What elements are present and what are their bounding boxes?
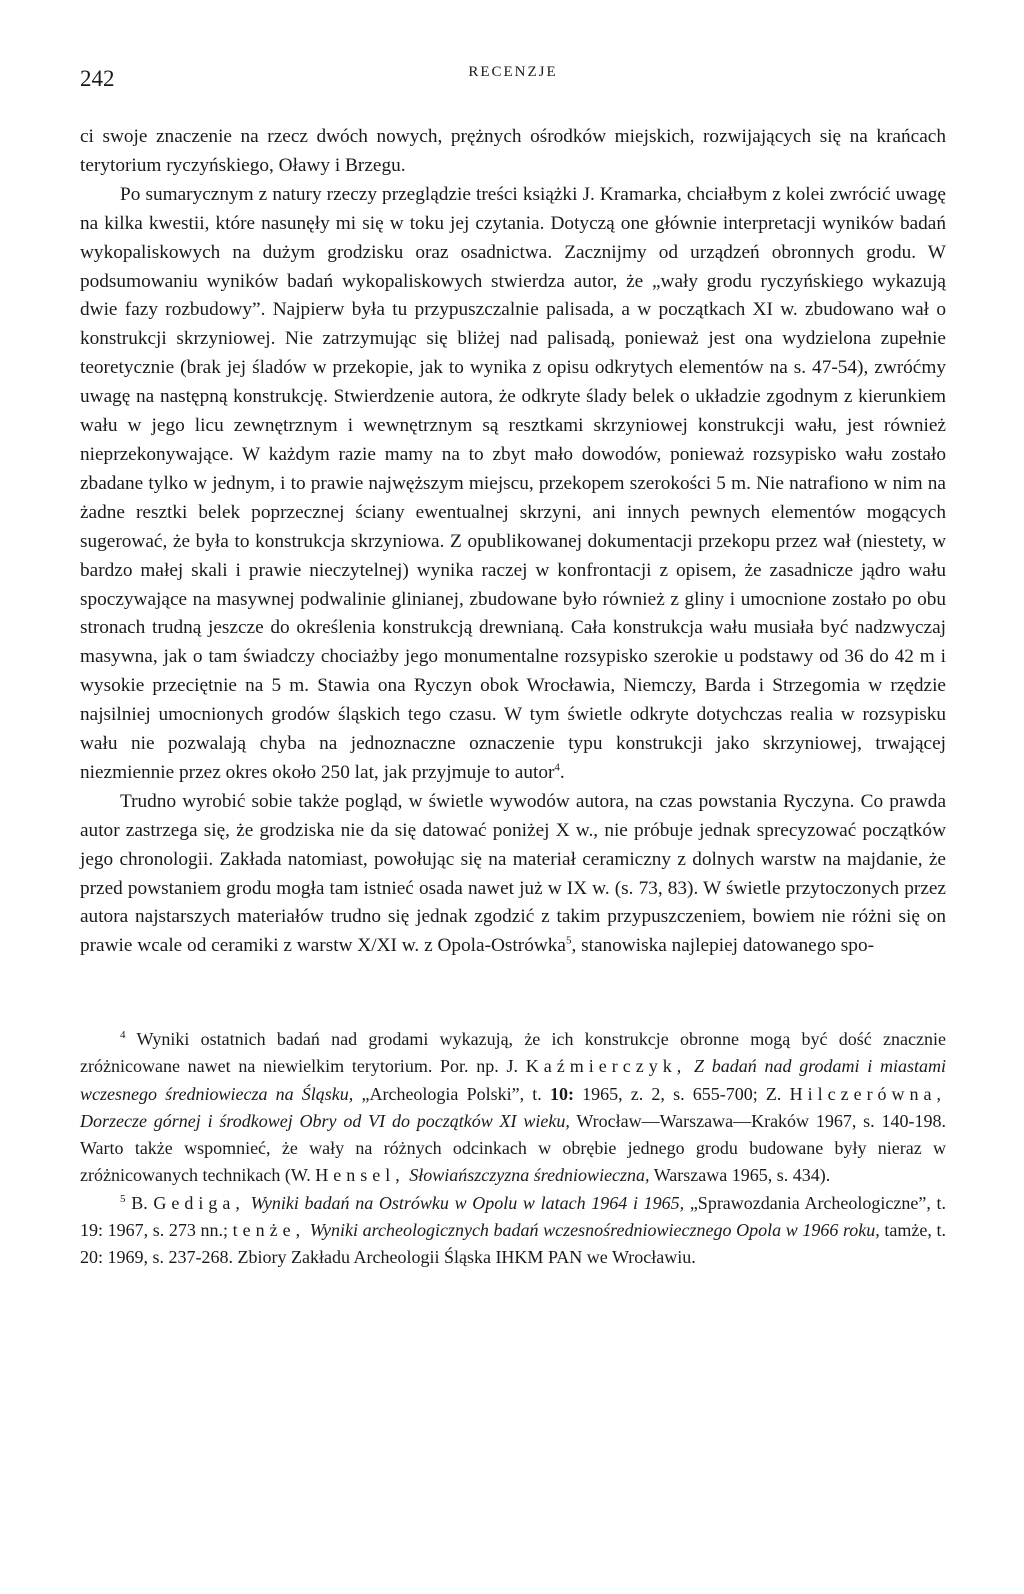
- footnote-4-title-1: Z badań nad grodami i miastami wczesnego średniowiecza na Śląsku,: [80, 1056, 947, 1104]
- footnote-5-mark: 5: [120, 1192, 126, 1205]
- footnote-5-author-1: Gediga,: [153, 1192, 245, 1213]
- paragraph-3-end: , stanowiska najlepiej datowanego spo-: [571, 935, 874, 957]
- footnote-4-text-b: „Archeologia Polski”, t.: [361, 1083, 542, 1104]
- paragraph-3: [80, 788, 946, 961]
- footnote-4-text-d: Wrocław—Warszawa—Kraków 1967, s. 140-198. Warto także wspomnieć, że wały na różnych odcinkach w obrębie jednego grodu budowane były nieraz w zróżnicowanych technikach (W.: [80, 1110, 946, 1186]
- footnote-5-title-2: Wyniki archeologicznych badań wczesnośredniowiecznego Opola w 1966 roku,: [309, 1220, 880, 1241]
- footnote-ref-5: 5: [565, 934, 572, 947]
- page-number: 242: [80, 66, 115, 91]
- paragraph-2: [80, 181, 946, 788]
- footnote-4-author-1: Kaźmierczyk,: [525, 1056, 687, 1077]
- footnote-4-text-a: Wyniki ostatnich badań nad grodami wykazują, że ich konstrukcje obronne mogą być dość znacznie zróżnicowane nawet na niewielkim terytorium. Por. np. J.: [80, 1029, 946, 1077]
- footnote-ref-4: 4: [554, 761, 560, 774]
- footnote-4-title-3: Słowiańszczyzna średniowieczna,: [409, 1165, 650, 1186]
- footnote-4-author-3: Hensel,: [315, 1165, 405, 1186]
- footnote-4-volume: 10:: [549, 1083, 574, 1104]
- footnote-4-text-e: Warszawa 1965, s. 434).: [653, 1165, 831, 1186]
- footnotes: [80, 1026, 946, 1272]
- paragraph-2-text: Po sumarycznym z natury rzeczy przeglądzie treści książki J. Kramarka, chciałbym z kolei zwrócić uwagę na kilka kwestii, które nasunęły mi się w toku jej czytania. Dotyczą one głównie interpretacji wyników badań wykopaliskowych na dużym grodzisku oraz osadnictwa. Zacznijmy od urządzeń obronnych grodu. W podsumowaniu wyników badań wykopaliskowych stwierdza autor, że „wały grodu ryczyńskiego wykazują dwie fazy rozbudowy”. Najpierw była tu przypuszczalnie palisada, a w początkach XI w. zbudowano wał o konstrukcji skrzyniowej. Nie zatrzymując się bliżej nad palisadą, ponieważ jest ona wydzielona zupełnie teoretycznie (brak jej śladów w przekopie, jak to wynika z opisu odkrytych elementów na s. 47-54), zwróćmy uwagę na następną konstrukcję. Stwierdzenie autora, że odkryte ślady belek o układzie zgodnym z kierunkiem wału w jego licu zewnętrznym i wewnętrznym są resztkami skrzyniowej konstrukcji wału, jest również nieprzekonywające. W każdym razie mamy na to zbyt mało dowodów, ponieważ rozsypisko wału zostało zbadane tylko w jednym, i to prawie najwęższym miejscu, przekopem szerokości 5 m. Nie natrafiono w nim na żadne resztki belek poprzecznej ściany ewentualnej skrzyni, ani innych pewnych elementów mogących sugerować, że była to konstrukcja skrzyniowa. Z opublikowanej dokumentacji przekopu przez wał (niestety, w bardzo małej skali i prawie nieczytelnej) wynika raczej w konfrontacji z opisem, że zasadnicze jądro wału spoczywające na masywnej podwalinie glinianej, zbudowane było również z gliny i umocnione zostało po obu stronach trudną jeszcze do określenia konstrukcją drewnianą. Cała konstrukcja wału musiała być nadzwyczaj masywna, jak o tam świadczy chociażby jego monumentalne rozsypisko szerokie u podstawy od 36 do 42 m i wysokie przeciętnie na 5 m. Stawia ona Ryczyn obok Wrocławia, Niemczy, Barda i Strzegomia w rzędzie najsilniej umocnionych grodów śląskich tego czasu. W tym świetle odkryte dotychczas realia w rozsypisku wału nie pozwalają chyba na jednoznaczne oznaczenie typu konstrukcji jako skrzyniowej, trwającej niezmiennie przez okres około 250 lat, jak przyjmuje to autor: [80, 183, 946, 783]
- footnote-5: [80, 1190, 946, 1272]
- paragraph-2-end: .: [559, 761, 565, 783]
- paragraph-1: ci swoje znaczenie na rzecz dwóch nowych, prężnych ośrodków miejskich, rozwijających się na krańcach terytorium ryczyńskiego, Oławy i Brzegu.: [80, 126, 946, 176]
- footnote-5-text-c: tamże, t. 20: 1969, s. 237-268. Zbiory Zakładu Archeologii Śląska IHKM PAN we Wrocławiu.: [80, 1220, 947, 1268]
- footnote-4-text-c: 1965, z. 2, s. 655-700; Z.: [582, 1083, 782, 1104]
- footnote-5-text-b: „Sprawozdania Archeologiczne”, t. 19: 1967, s. 273 nn.;: [80, 1192, 947, 1241]
- footnote-4-author-2: Hilczerówna,: [789, 1083, 947, 1104]
- footnote-4: [80, 1026, 946, 1190]
- page-header: [80, 58, 946, 98]
- footnote-5-text-a: B.: [131, 1192, 148, 1213]
- footnote-5-author-2: tenże,: [232, 1220, 306, 1241]
- footnote-5-title-1: Wyniki badań na Ostrówku w Opolu w latach 1964 i 1965,: [250, 1192, 685, 1213]
- footnote-4-title-2: Dorzecze górnej i środkowej Obry od VI do początków XI wieku,: [80, 1110, 570, 1131]
- main-text: [80, 123, 946, 961]
- running-head: RECENZJE: [468, 64, 558, 80]
- footnote-4-mark: 4: [120, 1029, 126, 1041]
- paragraph-3-text: Trudno wyrobić sobie także pogląd, w świetle wywodów autora, na czas powstania Ryczyna. Co prawda autor zastrzega się, że grodziska nie da się datować poniżej X w., nie próbuje jednak sprecyzować początków jego chronologii. Zakłada natomiast, powołując się na materiał ceramiczny z dolnych warstw na majdanie, że przed powstaniem grodu mogła tam istnieć osada nawet już w IX w. (s. 73, 83). W świetle przytoczonych przez autora najstarszych materiałów trudno się jednak zgodzić z takim przypuszczeniem, bowiem nie różni się on prawie wcale od ceramiki z warstw X/XI w. z Opola-Ostrówka: [80, 790, 946, 957]
